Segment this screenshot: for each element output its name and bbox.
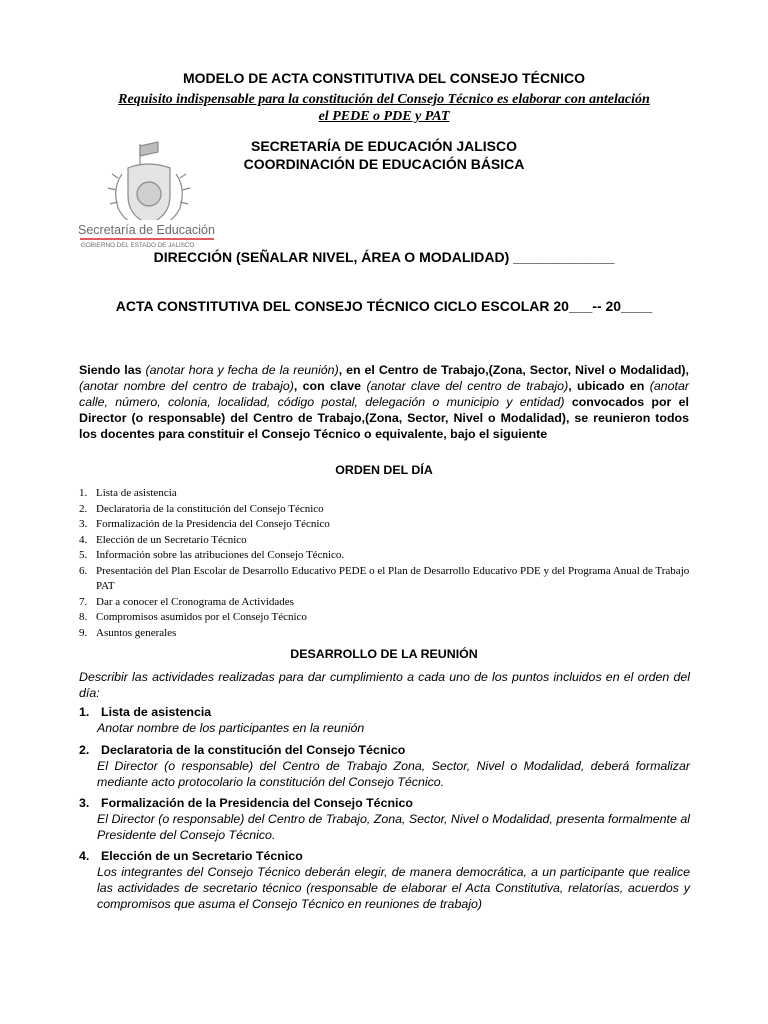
section-secretario	[79, 848, 690, 912]
list-item: 6. Presentación del Plan Escolar de Desarrollo Educativo PEDE o el Plan de Desarrollo Educativo PDE y del Programa Anual de Trabajo PAT	[79, 564, 690, 592]
coat-of-arms-icon	[78, 138, 216, 250]
section-body: El Director (o responsable) del Centro de Trabajo Zona, Sector, Nivel o Modalidad, deberá formalizar mediante acto protocolario la constitución del Consejo Técnico.	[97, 759, 690, 789]
list-item: 9. Asuntos generales	[79, 626, 177, 639]
section-body: Anotar nombre de los participantes en la reunión	[97, 721, 365, 735]
list-item: 7. Dar a conocer el Cronograma de Actividades	[79, 595, 294, 608]
list-item: 4. Elección de un Secretario Técnico	[79, 533, 247, 546]
section-heading: 3. Formalización de la Presidencia del Consejo Técnico	[79, 796, 413, 810]
intro-placeholder-key: (anotar clave del centro de trabajo)	[366, 379, 569, 393]
intro-paragraph	[79, 362, 689, 442]
section-heading: 2. Declaratoria de la constitución del Consejo Técnico	[79, 743, 406, 757]
intro-placeholder-name: (anotar nombre del centro de trabajo)	[79, 379, 294, 393]
intro-placeholder-time: (anotar hora y fecha de la reunión)	[145, 363, 339, 377]
coordination-name: COORDINACIÓN DE EDUCACIÓN BÁSICA	[243, 156, 525, 172]
logo-text: Secretaría de Educación	[78, 223, 215, 237]
section-lista-asistencia	[79, 704, 690, 736]
document-title: MODELO DE ACTA CONSTITUTIVA DEL CONSEJO TÉCNICO	[182, 70, 586, 86]
list-item: 2. Declaratoria de la constitución del Consejo Técnico	[79, 502, 324, 515]
list-item: 3. Formalización de la Presidencia del Consejo Técnico	[79, 518, 330, 530]
intro-text-1: Siendo las	[79, 363, 142, 377]
acta-heading: ACTA CONSTITUTIVA DEL CONSEJO TÉCNICO CICLO ESCOLAR 20___-- 20____	[115, 298, 653, 314]
requirement-line-2: el PEDE o PDE y PAT	[318, 109, 450, 124]
section-presidencia	[79, 795, 690, 843]
requirement-line-1: Requisito indispensable para la constitución del Consejo Técnico es elaborar con antelación	[118, 92, 650, 107]
intro-text-4: , ubicado en	[568, 379, 645, 393]
list-item: 5. Información sobre las atribuciones del Consejo Técnico.	[79, 549, 345, 561]
secretaria-educacion-logo	[78, 138, 216, 250]
desarrollo-description: Describir las actividades realizadas para dar cumplimiento a cada uno de los puntos incluidos en el orden del día:	[79, 670, 690, 700]
section-heading: 4. Elección de un Secretario Técnico	[79, 849, 303, 863]
section-body: Los integrantes del Consejo Técnico deberán elegir, de manera democrática, a un participante que realice las actividades de secretario técnico (responsable de elaborar el Acta Constitutiva, relatorías, acuerdos y compromisos que asuma el Consejo Técnico en reuniones de trabajo)	[97, 865, 690, 911]
desarrollo-title: DESARROLLO DE LA REUNIÓN	[290, 647, 478, 661]
intro-text-3: , con clave	[293, 379, 362, 393]
orden-del-dia-list	[79, 486, 699, 641]
organization-name: SECRETARÍA DE EDUCACIÓN JALISCO	[250, 138, 518, 154]
section-declaratoria	[79, 742, 690, 790]
intro-placeholder-address: (anotar calle, número, colonia, localidad, código postal, delegación o municipio y entidad)	[79, 379, 689, 409]
list-item: 1. Lista de asistencia	[79, 487, 177, 499]
logo-subtext: GOBIERNO DEL ESTADO DE JALISCO	[81, 242, 195, 249]
orden-del-dia-title: ORDEN DEL DÍA	[335, 463, 433, 477]
list-item: 8. Compromisos asumidos por el Consejo Técnico	[79, 611, 307, 623]
intro-text-2: , en el Centro de Trabajo,(Zona, Sector, Nivel o Modalidad),	[338, 363, 689, 377]
direccion-line: DIRECCIÓN (SEÑALAR NIVEL, ÁREA O MODALIDAD) _____________	[153, 249, 615, 265]
section-heading: 1. Lista de asistencia	[79, 705, 212, 719]
section-body: El Director (o responsable) del Centro de Trabajo, Zona, Sector, Nivel o Modalidad, presenta formalmente al Presidente del Consejo Técnico.	[97, 812, 690, 842]
intro-text-5: convocados por el Director (o responsable) del Centro de Trabajo,(Zona, Sector, Nivel o Modalidad), se reunieron todos los docentes para constituir el Consejo Técnico o equivalente, bajo el siguiente	[79, 395, 689, 441]
